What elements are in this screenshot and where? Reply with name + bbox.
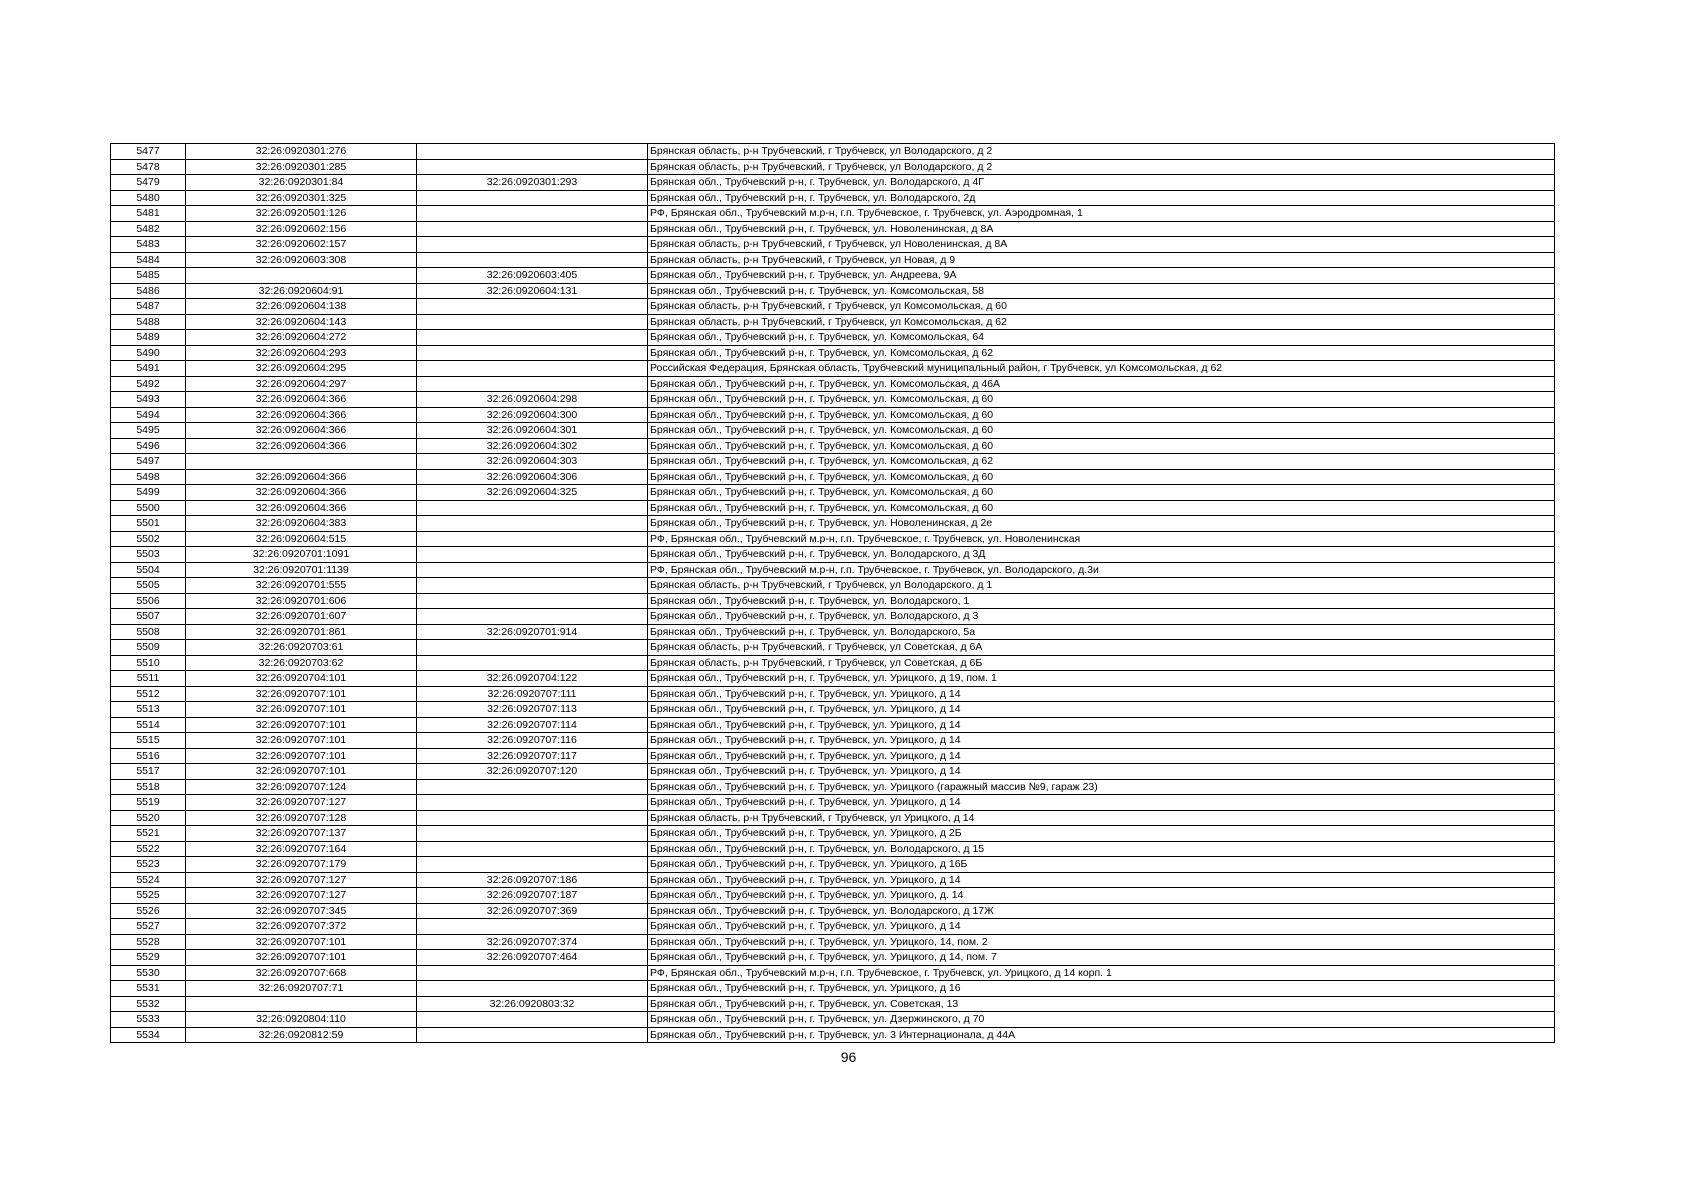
related-cadastral-number-cell: 32:26:0920604:302 — [417, 438, 648, 454]
table-row — [111, 516, 1555, 532]
row-number-cell: 5503 — [111, 547, 186, 563]
cadastral-number-cell: 32:26:0920707:179 — [186, 857, 417, 873]
address-cell: Брянская обл., Трубчевский р-н, г. Трубчевск, ул. Урицкого, 14, пом. 2 — [648, 934, 1555, 950]
address-cell: Брянская обл., Трубчевский р-н, г. Трубчевск, ул. Советская, 13 — [648, 996, 1555, 1012]
cadastral-number-cell: 32:26:0920707:101 — [186, 934, 417, 950]
row-number-cell: 5513 — [111, 702, 186, 718]
row-number-cell: 5509 — [111, 640, 186, 656]
address-cell: Брянская обл., Трубчевский р-н, г. Трубчевск, ул. Урицкого, д 14 — [648, 795, 1555, 811]
table-row — [111, 144, 1555, 160]
related-cadastral-number-cell: 32:26:0920707:187 — [417, 888, 648, 904]
cadastral-number-cell: 32:26:0920701:861 — [186, 624, 417, 640]
address-cell: Брянская обл., Трубчевский р-н, г. Трубчевск, ул. 3 Интернационала, д 44А — [648, 1027, 1555, 1043]
related-cadastral-number-cell — [417, 221, 648, 237]
related-cadastral-number-cell: 32:26:0920604:325 — [417, 485, 648, 501]
row-number-cell: 5529 — [111, 950, 186, 966]
address-cell: Брянская область, р-н Трубчевский, г Трубчевск, ул Володарского, д 2 — [648, 159, 1555, 175]
address-cell: РФ, Брянская обл., Трубчевский м.р-н, г.п. Трубчевское, г. Трубчевск, ул. Новоленинская — [648, 531, 1555, 547]
address-cell: Брянская обл., Трубчевский р-н, г. Трубчевск, ул. Урицкого, д 19, пом. 1 — [648, 671, 1555, 687]
address-cell: Брянская область, р-н Трубчевский, г Трубчевск, ул Советская, д 6А — [648, 640, 1555, 656]
table-row — [111, 547, 1555, 563]
row-number-cell: 5477 — [111, 144, 186, 160]
row-number-cell: 5487 — [111, 299, 186, 315]
table-row — [111, 175, 1555, 191]
cadastral-number-cell: 32:26:0920604:366 — [186, 438, 417, 454]
cadastral-number-cell: 32:26:0920701:1139 — [186, 562, 417, 578]
row-number-cell: 5530 — [111, 965, 186, 981]
table-row — [111, 826, 1555, 842]
related-cadastral-number-cell — [417, 1027, 648, 1043]
address-cell: Брянская обл., Трубчевский р-н, г. Трубчевск, ул. Новоленинская, д 2е — [648, 516, 1555, 532]
cadastral-number-cell: 32:26:0920604:138 — [186, 299, 417, 315]
cadastral-number-cell: 32:26:0920602:156 — [186, 221, 417, 237]
related-cadastral-number-cell: 32:26:0920707:111 — [417, 686, 648, 702]
table-row — [111, 717, 1555, 733]
address-cell: РФ, Брянская обл., Трубчевский м.р-н, г.п. Трубчевское, г. Трубчевск, ул. Аэродромная, 1 — [648, 206, 1555, 222]
table-row — [111, 221, 1555, 237]
cadastral-number-cell: 32:26:0920707:101 — [186, 748, 417, 764]
related-cadastral-number-cell — [417, 500, 648, 516]
cadastral-number-cell: 32:26:0920707:71 — [186, 981, 417, 997]
address-cell: Брянская обл., Трубчевский р-н, г. Трубчевск, ул. Новоленинская, д 8А — [648, 221, 1555, 237]
cadastral-table-body — [111, 144, 1555, 1043]
table-row — [111, 237, 1555, 253]
related-cadastral-number-cell — [417, 144, 648, 160]
row-number-cell: 5496 — [111, 438, 186, 454]
related-cadastral-number-cell — [417, 965, 648, 981]
table-row — [111, 779, 1555, 795]
address-cell: Брянская область, р-н Трубчевский, г Трубчевск, ул Советская, д 6Б — [648, 655, 1555, 671]
table-row — [111, 423, 1555, 439]
address-cell: Брянская обл., Трубчевский р-н, г. Трубчевск, ул. Володарского, д 3Д — [648, 547, 1555, 563]
row-number-cell: 5493 — [111, 392, 186, 408]
cadastral-number-cell: 32:26:0920604:297 — [186, 376, 417, 392]
table-row — [111, 1027, 1555, 1043]
row-number-cell: 5518 — [111, 779, 186, 795]
address-cell: РФ, Брянская обл., Трубчевский м.р-н, г.п. Трубчевское, г. Трубчевск, ул. Урицкого, д 14 корп. 1 — [648, 965, 1555, 981]
cadastral-number-cell: 32:26:0920301:84 — [186, 175, 417, 191]
table-row — [111, 810, 1555, 826]
cadastral-number-cell: 32:26:0920707:101 — [186, 702, 417, 718]
address-cell: Брянская обл., Трубчевский р-н, г. Трубчевск, ул. Дзержинского, д 70 — [648, 1012, 1555, 1028]
related-cadastral-number-cell: 32:26:0920604:303 — [417, 454, 648, 470]
address-cell: Брянская обл., Трубчевский р-н, г. Трубчевск, ул. Урицкого, д 16 — [648, 981, 1555, 997]
table-row — [111, 330, 1555, 346]
cadastral-number-cell: 32:26:0920501:126 — [186, 206, 417, 222]
related-cadastral-number-cell — [417, 779, 648, 795]
cadastral-number-cell — [186, 454, 417, 470]
address-cell: Брянская обл., Трубчевский р-н, г. Трубчевск, ул. Комсомольская, д 60 — [648, 469, 1555, 485]
table-row — [111, 159, 1555, 175]
address-cell: Брянская обл., Трубчевский р-н, г. Трубчевск, ул. Володарского, д 17Ж — [648, 903, 1555, 919]
table-row — [111, 593, 1555, 609]
cadastral-number-cell: 32:26:0920707:127 — [186, 872, 417, 888]
table-row — [111, 841, 1555, 857]
related-cadastral-number-cell: 32:26:0920604:298 — [417, 392, 648, 408]
related-cadastral-number-cell: 32:26:0920604:301 — [417, 423, 648, 439]
row-number-cell: 5486 — [111, 283, 186, 299]
related-cadastral-number-cell — [417, 981, 648, 997]
cadastral-number-cell: 32:26:0920301:276 — [186, 144, 417, 160]
related-cadastral-number-cell — [417, 841, 648, 857]
table-row — [111, 345, 1555, 361]
row-number-cell: 5501 — [111, 516, 186, 532]
row-number-cell: 5498 — [111, 469, 186, 485]
row-number-cell: 5533 — [111, 1012, 186, 1028]
table-row — [111, 795, 1555, 811]
address-cell: Российская Федерация, Брянская область, Трубчевский муниципальный район, г Трубчевск, ул Комсомольская, д 62 — [648, 361, 1555, 377]
table-row — [111, 531, 1555, 547]
address-cell: Брянская обл., Трубчевский р-н, г. Трубчевск, ул. Урицкого, д. 14 — [648, 888, 1555, 904]
cadastral-number-cell: 32:26:0920707:668 — [186, 965, 417, 981]
cadastral-number-cell: 32:26:0920604:143 — [186, 314, 417, 330]
related-cadastral-number-cell: 32:26:0920707:464 — [417, 950, 648, 966]
row-number-cell: 5504 — [111, 562, 186, 578]
address-cell: Брянская обл., Трубчевский р-н, г. Трубчевск, ул. Урицкого, д 14 — [648, 717, 1555, 733]
table-row — [111, 438, 1555, 454]
cadastral-number-cell: 32:26:0920604:293 — [186, 345, 417, 361]
table-row — [111, 299, 1555, 315]
address-cell: Брянская обл., Трубчевский р-н, г. Трубчевск, ул. Урицкого, д 14 — [648, 686, 1555, 702]
row-number-cell: 5525 — [111, 888, 186, 904]
row-number-cell: 5531 — [111, 981, 186, 997]
address-cell: Брянская обл., Трубчевский р-н, г. Трубчевск, ул. Урицкого, д 14 — [648, 748, 1555, 764]
row-number-cell: 5528 — [111, 934, 186, 950]
cadastral-number-cell: 32:26:0920707:101 — [186, 686, 417, 702]
table-row — [111, 469, 1555, 485]
related-cadastral-number-cell — [417, 1012, 648, 1028]
related-cadastral-number-cell: 32:26:0920604:300 — [417, 407, 648, 423]
row-number-cell: 5517 — [111, 764, 186, 780]
row-number-cell: 5480 — [111, 190, 186, 206]
row-number-cell: 5507 — [111, 609, 186, 625]
table-row — [111, 268, 1555, 284]
related-cadastral-number-cell: 32:26:0920803:32 — [417, 996, 648, 1012]
row-number-cell: 5516 — [111, 748, 186, 764]
address-cell: Брянская обл., Трубчевский р-н, г. Трубчевск, ул. Комсомольская, д 60 — [648, 485, 1555, 501]
address-cell: Брянская обл., Трубчевский р-н, г. Трубчевск, ул. Урицкого, д 2Б — [648, 826, 1555, 842]
row-number-cell: 5484 — [111, 252, 186, 268]
cadastral-number-cell: 32:26:0920703:62 — [186, 655, 417, 671]
cadastral-number-cell: 32:26:0920707:101 — [186, 717, 417, 733]
address-cell: Брянская область, р-н Трубчевский, г Трубчевск, ул Новоленинская, д 8А — [648, 237, 1555, 253]
address-cell: Брянская обл., Трубчевский р-н, г. Трубчевск, ул. Комсомольская, 58 — [648, 283, 1555, 299]
cadastral-number-cell: 32:26:0920707:137 — [186, 826, 417, 842]
cadastral-number-cell: 32:26:0920604:515 — [186, 531, 417, 547]
related-cadastral-number-cell — [417, 593, 648, 609]
cadastral-number-cell: 32:26:0920604:366 — [186, 500, 417, 516]
related-cadastral-number-cell — [417, 826, 648, 842]
address-cell: Брянская обл., Трубчевский р-н, г. Трубчевск, ул. Комсомольская, д 62 — [648, 454, 1555, 470]
related-cadastral-number-cell: 32:26:0920604:306 — [417, 469, 648, 485]
related-cadastral-number-cell: 32:26:0920707:116 — [417, 733, 648, 749]
address-cell: Брянская обл., Трубчевский р-н, г. Трубчевск, ул. Урицкого, д 14 — [648, 702, 1555, 718]
cadastral-number-cell: 32:26:0920707:101 — [186, 733, 417, 749]
address-cell: Брянская обл., Трубчевский р-н, г. Трубчевск, ул. Володарского, д 15 — [648, 841, 1555, 857]
address-cell: Брянская обл., Трубчевский р-н, г. Трубчевск, ул. Володарского, д 3 — [648, 609, 1555, 625]
cadastral-number-cell: 32:26:0920604:295 — [186, 361, 417, 377]
cadastral-number-cell: 32:26:0920707:101 — [186, 764, 417, 780]
table-row — [111, 857, 1555, 873]
row-number-cell: 5479 — [111, 175, 186, 191]
address-cell: Брянская область, р-н Трубчевский, г Трубчевск, ул Комсомольская, д 60 — [648, 299, 1555, 315]
related-cadastral-number-cell: 32:26:0920707:113 — [417, 702, 648, 718]
row-number-cell: 5497 — [111, 454, 186, 470]
row-number-cell: 5511 — [111, 671, 186, 687]
cadastral-number-cell: 32:26:0920707:124 — [186, 779, 417, 795]
row-number-cell: 5527 — [111, 919, 186, 935]
row-number-cell: 5488 — [111, 314, 186, 330]
table-row — [111, 655, 1555, 671]
table-row — [111, 919, 1555, 935]
cadastral-number-cell: 32:26:0920707:127 — [186, 795, 417, 811]
cadastral-number-cell: 32:26:0920701:607 — [186, 609, 417, 625]
row-number-cell: 5520 — [111, 810, 186, 826]
row-number-cell: 5515 — [111, 733, 186, 749]
cadastral-number-cell: 32:26:0920703:61 — [186, 640, 417, 656]
related-cadastral-number-cell — [417, 345, 648, 361]
related-cadastral-number-cell — [417, 609, 648, 625]
table-row — [111, 671, 1555, 687]
table-row — [111, 283, 1555, 299]
cadastral-number-cell: 32:26:0920301:285 — [186, 159, 417, 175]
related-cadastral-number-cell — [417, 919, 648, 935]
related-cadastral-number-cell — [417, 857, 648, 873]
table-row — [111, 965, 1555, 981]
row-number-cell: 5492 — [111, 376, 186, 392]
address-cell: Брянская обл., Трубчевский р-н, г. Трубчевск, ул. Комсомольская, д 62 — [648, 345, 1555, 361]
row-number-cell: 5534 — [111, 1027, 186, 1043]
address-cell: Брянская обл., Трубчевский р-н, г. Трубчевск, ул. Урицкого, д 14, пом. 7 — [648, 950, 1555, 966]
cadastral-number-cell — [186, 268, 417, 284]
cadastral-number-cell: 32:26:0920707:372 — [186, 919, 417, 935]
table-row — [111, 748, 1555, 764]
row-number-cell: 5522 — [111, 841, 186, 857]
cadastral-number-cell: 32:26:0920604:366 — [186, 423, 417, 439]
table-row — [111, 686, 1555, 702]
table-row — [111, 361, 1555, 377]
table-row — [111, 981, 1555, 997]
table-row — [111, 764, 1555, 780]
cadastral-number-cell: 32:26:0920604:272 — [186, 330, 417, 346]
cadastral-number-cell: 32:26:0920603:308 — [186, 252, 417, 268]
row-number-cell: 5490 — [111, 345, 186, 361]
row-number-cell: 5523 — [111, 857, 186, 873]
related-cadastral-number-cell: 32:26:0920603:405 — [417, 268, 648, 284]
cadastral-table — [110, 143, 1555, 1043]
address-cell: Брянская обл., Трубчевский р-н, г. Трубчевск, ул. Урицкого, д 16Б — [648, 857, 1555, 873]
address-cell: Брянская обл., Трубчевский р-н, г. Трубчевск, ул. Урицкого, д 14 — [648, 919, 1555, 935]
cadastral-number-cell: 32:26:0920604:91 — [186, 283, 417, 299]
table-row — [111, 624, 1555, 640]
address-cell: Брянская обл., Трубчевский р-н, г. Трубчевск, ул. Володарского, 5а — [648, 624, 1555, 640]
row-number-cell: 5483 — [111, 237, 186, 253]
related-cadastral-number-cell — [417, 795, 648, 811]
related-cadastral-number-cell — [417, 314, 648, 330]
table-row — [111, 609, 1555, 625]
table-row — [111, 934, 1555, 950]
table-row — [111, 872, 1555, 888]
related-cadastral-number-cell — [417, 516, 648, 532]
related-cadastral-number-cell: 32:26:0920707:186 — [417, 872, 648, 888]
related-cadastral-number-cell — [417, 810, 648, 826]
table-row — [111, 903, 1555, 919]
cadastral-number-cell: 32:26:0920707:101 — [186, 950, 417, 966]
table-row — [111, 314, 1555, 330]
related-cadastral-number-cell: 32:26:0920707:120 — [417, 764, 648, 780]
related-cadastral-number-cell — [417, 562, 648, 578]
cadastral-number-cell: 32:26:0920704:101 — [186, 671, 417, 687]
cadastral-number-cell: 32:26:0920701:1091 — [186, 547, 417, 563]
address-cell: Брянская обл., Трубчевский р-н, г. Трубчевск, ул. Комсомольская, д 60 — [648, 438, 1555, 454]
related-cadastral-number-cell: 32:26:0920604:131 — [417, 283, 648, 299]
row-number-cell: 5494 — [111, 407, 186, 423]
related-cadastral-number-cell — [417, 190, 648, 206]
address-cell: Брянская обл., Трубчевский р-н, г. Трубчевск, ул. Андреева, 9А — [648, 268, 1555, 284]
cadastral-number-cell: 32:26:0920707:128 — [186, 810, 417, 826]
table-row — [111, 888, 1555, 904]
row-number-cell: 5510 — [111, 655, 186, 671]
cadastral-number-cell: 32:26:0920301:325 — [186, 190, 417, 206]
cadastral-number-cell: 32:26:0920604:366 — [186, 485, 417, 501]
related-cadastral-number-cell — [417, 531, 648, 547]
table-row — [111, 454, 1555, 470]
row-number-cell: 5512 — [111, 686, 186, 702]
address-cell: Брянская область, р-н Трубчевский, г Трубчевск, ул Комсомольская, д 62 — [648, 314, 1555, 330]
table-row — [111, 407, 1555, 423]
address-cell: Брянская область, р-н Трубчевский, г Трубчевск, ул Володарского, д 1 — [648, 578, 1555, 594]
table-row — [111, 640, 1555, 656]
row-number-cell: 5499 — [111, 485, 186, 501]
related-cadastral-number-cell — [417, 547, 648, 563]
related-cadastral-number-cell — [417, 237, 648, 253]
address-cell: Брянская обл., Трубчевский р-н, г. Трубчевск, ул. Володарского, 2д — [648, 190, 1555, 206]
related-cadastral-number-cell — [417, 159, 648, 175]
address-cell: Брянская область, р-н Трубчевский, г Трубчевск, ул Володарского, д 2 — [648, 144, 1555, 160]
address-cell: Брянская обл., Трубчевский р-н, г. Трубчевск, ул. Володарского, д 4Г — [648, 175, 1555, 191]
address-cell: Брянская обл., Трубчевский р-н, г. Трубчевск, ул. Урицкого (гаражный массив №9, гараж 23) — [648, 779, 1555, 795]
related-cadastral-number-cell — [417, 252, 648, 268]
address-cell: Брянская обл., Трубчевский р-н, г. Трубчевск, ул. Урицкого, д 14 — [648, 733, 1555, 749]
address-cell: Брянская обл., Трубчевский р-н, г. Трубчевск, ул. Володарского, 1 — [648, 593, 1555, 609]
cadastral-number-cell: 32:26:0920701:606 — [186, 593, 417, 609]
table-row — [111, 206, 1555, 222]
row-number-cell: 5495 — [111, 423, 186, 439]
table-row — [111, 702, 1555, 718]
row-number-cell: 5519 — [111, 795, 186, 811]
table-row — [111, 562, 1555, 578]
cadastral-number-cell: 32:26:0920707:345 — [186, 903, 417, 919]
row-number-cell: 5485 — [111, 268, 186, 284]
cadastral-number-cell: 32:26:0920804:110 — [186, 1012, 417, 1028]
table-row — [111, 376, 1555, 392]
table-row — [111, 578, 1555, 594]
cadastral-number-cell: 32:26:0920701:555 — [186, 578, 417, 594]
address-cell: РФ, Брянская обл., Трубчевский м.р-н, г.п. Трубчевское, г. Трубчевск, ул. Володарского, д.3и — [648, 562, 1555, 578]
address-cell: Брянская обл., Трубчевский р-н, г. Трубчевск, ул. Комсомольская, д 60 — [648, 500, 1555, 516]
cadastral-number-cell: 32:26:0920602:157 — [186, 237, 417, 253]
related-cadastral-number-cell — [417, 640, 648, 656]
related-cadastral-number-cell — [417, 299, 648, 315]
address-cell: Брянская обл., Трубчевский р-н, г. Трубчевск, ул. Урицкого, д 14 — [648, 764, 1555, 780]
table-row — [111, 252, 1555, 268]
row-number-cell: 5514 — [111, 717, 186, 733]
cadastral-number-cell: 32:26:0920604:366 — [186, 469, 417, 485]
row-number-cell: 5521 — [111, 826, 186, 842]
related-cadastral-number-cell — [417, 361, 648, 377]
address-cell: Брянская обл., Трубчевский р-н, г. Трубчевск, ул. Комсомольская, д 60 — [648, 423, 1555, 439]
row-number-cell: 5506 — [111, 593, 186, 609]
related-cadastral-number-cell: 32:26:0920707:117 — [417, 748, 648, 764]
row-number-cell: 5500 — [111, 500, 186, 516]
row-number-cell: 5505 — [111, 578, 186, 594]
related-cadastral-number-cell — [417, 376, 648, 392]
table-row — [111, 1012, 1555, 1028]
address-cell: Брянская обл., Трубчевский р-н, г. Трубчевск, ул. Комсомольская, д 46А — [648, 376, 1555, 392]
row-number-cell: 5491 — [111, 361, 186, 377]
row-number-cell: 5489 — [111, 330, 186, 346]
row-number-cell: 5532 — [111, 996, 186, 1012]
table-row — [111, 950, 1555, 966]
related-cadastral-number-cell: 32:26:0920301:293 — [417, 175, 648, 191]
table-row — [111, 500, 1555, 516]
row-number-cell: 5482 — [111, 221, 186, 237]
row-number-cell: 5478 — [111, 159, 186, 175]
row-number-cell: 5524 — [111, 872, 186, 888]
address-cell: Брянская обл., Трубчевский р-н, г. Трубчевск, ул. Комсомольская, 64 — [648, 330, 1555, 346]
table-row — [111, 392, 1555, 408]
cadastral-number-cell: 32:26:0920707:127 — [186, 888, 417, 904]
cadastral-number-cell: 32:26:0920707:164 — [186, 841, 417, 857]
table-row — [111, 485, 1555, 501]
cadastral-number-cell: 32:26:0920604:383 — [186, 516, 417, 532]
row-number-cell: 5508 — [111, 624, 186, 640]
cadastral-number-cell: 32:26:0920604:366 — [186, 392, 417, 408]
address-cell: Брянская обл., Трубчевский р-н, г. Трубчевск, ул. Комсомольская, д 60 — [648, 407, 1555, 423]
related-cadastral-number-cell — [417, 330, 648, 346]
row-number-cell: 5502 — [111, 531, 186, 547]
related-cadastral-number-cell — [417, 655, 648, 671]
related-cadastral-number-cell: 32:26:0920701:914 — [417, 624, 648, 640]
table-row — [111, 190, 1555, 206]
related-cadastral-number-cell: 32:26:0920707:114 — [417, 717, 648, 733]
address-cell: Брянская обл., Трубчевский р-н, г. Трубчевск, ул. Комсомольская, д 60 — [648, 392, 1555, 408]
related-cadastral-number-cell: 32:26:0920704:122 — [417, 671, 648, 687]
address-cell: Брянская обл., Трубчевский р-н, г. Трубчевск, ул. Урицкого, д 14 — [648, 872, 1555, 888]
row-number-cell: 5526 — [111, 903, 186, 919]
address-cell: Брянская область, р-н Трубчевский, г Трубчевск, ул Новая, д 9 — [648, 252, 1555, 268]
address-cell: Брянская область, р-н Трубчевский, г Трубчевск, ул Урицкого, д 14 — [648, 810, 1555, 826]
table-row — [111, 733, 1555, 749]
row-number-cell: 5481 — [111, 206, 186, 222]
cadastral-number-cell — [186, 996, 417, 1012]
related-cadastral-number-cell: 32:26:0920707:374 — [417, 934, 648, 950]
related-cadastral-number-cell: 32:26:0920707:369 — [417, 903, 648, 919]
cadastral-number-cell: 32:26:0920604:366 — [186, 407, 417, 423]
cadastral-number-cell: 32:26:0920812:59 — [186, 1027, 417, 1043]
related-cadastral-number-cell — [417, 206, 648, 222]
related-cadastral-number-cell — [417, 578, 648, 594]
page-number: 96 — [840, 1049, 857, 1065]
table-row — [111, 996, 1555, 1012]
